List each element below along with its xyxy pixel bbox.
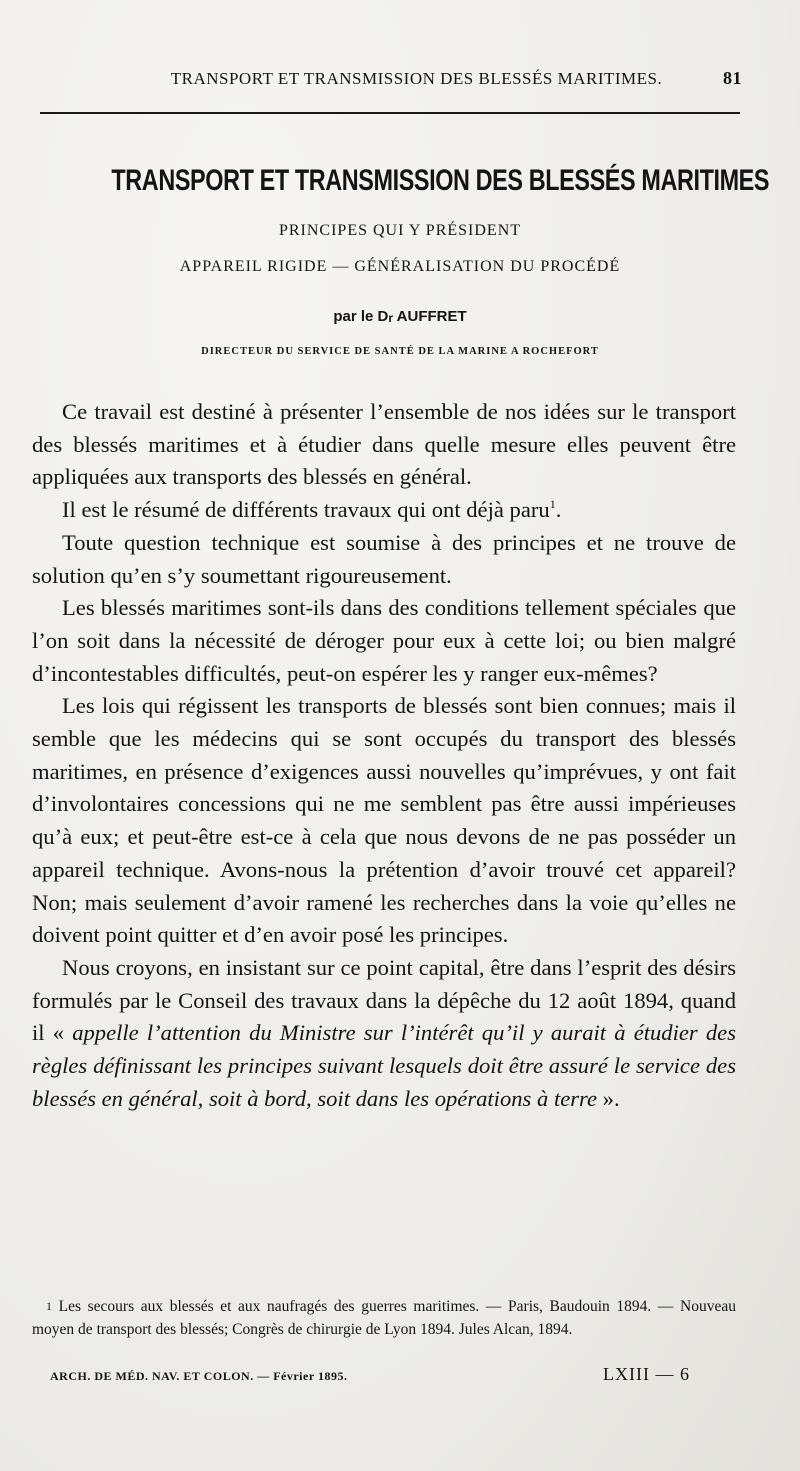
article-body <box>32 396 736 1115</box>
footnote-marker: 1 <box>46 1299 52 1313</box>
footnote-ref: 1 <box>549 497 556 512</box>
running-head-title: TRANSPORT ET TRANSMISSION DES BLESSÉS MARITIMES. <box>170 69 663 88</box>
author-affiliation: DIRECTEUR DU SERVICE DE SANTÉ DE LA MARINE A ROCHEFORT <box>201 346 599 357</box>
header-rule <box>40 112 740 114</box>
paragraph-4: Les blessés maritimes sont-ils dans des conditions tellement spéciales que l’on soit dans la nécessité de déroger pour eux à cette loi; ou bien malgré d’incontestables difficultés, peut-on espérer les y ranger eux-mêmes? <box>32 595 736 686</box>
author-line <box>0 308 800 325</box>
article-subtitle-2: APPAREIL RIGIDE — GÉNÉRALISATION DU PROCÉDÉ <box>179 258 621 275</box>
footer-journal: ARCH. DE MÉD. NAV. ET COLON. — Février 1895. <box>50 1369 348 1383</box>
author-prefix: par le D <box>333 308 389 325</box>
article-subtitle-1: PRINCIPES QUI Y PRÉSIDENT <box>278 222 522 239</box>
paragraph-6-quote: appelle l’attention du Ministre sur l’intérêt qu’il y aurait à étudier des règles définissant les principes suivant lesquels doit être assuré le service des blessés en général, soit à bord, soit dans les opérations à terre <box>32 1020 736 1111</box>
footnote-1 <box>32 1296 736 1341</box>
paragraph-1: Ce travail est destiné à présenter l’ensemble de nos idées sur le transport des blessés maritimes et à étudier dans quelle mesure elles peuvent être appliquées aux transports des blessés en général. <box>32 399 736 490</box>
paragraph-2-end: . <box>555 497 562 523</box>
paragraph-2 <box>32 494 736 527</box>
running-head <box>70 68 742 89</box>
page-number: 81 <box>723 68 742 88</box>
author-sup: r <box>388 311 394 325</box>
paragraph-6 <box>32 952 736 1116</box>
paragraph-5: Les lois qui régissent les transports de blessés sont bien connues; mais il semble que les médecins qui se sont occupés du transport des blessés maritimes, en présence d’exigences aussi nouvelles qu’imprévues, y ont fait d’involontaires concessions qui ne me semblent pas être aussi impérieuses qu’à eux; et peut-être est-ce à cela que nous devons de ne pas posséder un appareil technique. Avons-nous la prétention d’avoir trouvé cet appareil? Non; mais seulement d’avoir ramené les recherches dans la voie qu’elles ne doivent point quitter et d’en avoir posé les principes. <box>32 693 736 948</box>
article-title: TRANSPORT ET TRANSMISSION DES BLESSÉS MARITIMES <box>111 164 770 197</box>
paragraph-6-end: ». <box>597 1085 620 1111</box>
footnote-text: Les secours aux blessés et aux naufragés des guerres maritimes. — Paris, Baudouin 1894. — Nouveau moyen de transport des blessés; Congrès de chirurgie de Lyon 1894. Jules Alcan, 1894. <box>32 1298 736 1338</box>
paragraph-2-text: Il est le résumé de différents travaux qui ont déjà paru <box>62 497 550 523</box>
paragraph-6-start: Nous croyons, en insistant sur ce point capital, être dans l’esprit des désirs formulés par le Conseil des travaux dans la dépêche du 12 août 1894, quand il « <box>32 954 736 1046</box>
author-name: AUFFRET <box>393 308 467 325</box>
footnote <box>32 1296 736 1341</box>
paragraph-3: Toute question technique est soumise à des principes et ne trouve de solution qu’en s’y soumettant rigoureusement. <box>32 529 736 588</box>
page-footer <box>50 1364 690 1385</box>
footer-signature: LXIII — 6 <box>603 1364 690 1384</box>
